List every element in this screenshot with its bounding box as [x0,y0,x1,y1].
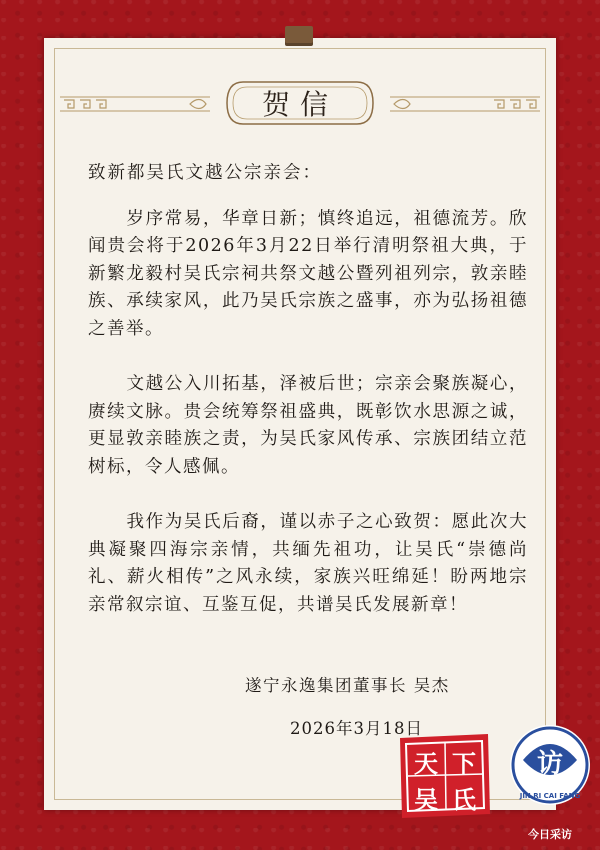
seal-shape [396,732,492,820]
seal-char: 下 [452,750,476,778]
red-seal-stamp [396,732,492,820]
letter-date: 2026年3月18日 [290,719,423,738]
letter-greeting: 致新都吴氏文越公宗亲会： [88,163,322,183]
logo-emblem [505,720,595,820]
binder-clip [285,26,313,46]
letter-paragraph-3: 我作为吴氏后裔，谨以赤子之心致贺：愿此次大典凝聚四海宗亲情，共缅先祖功，让吴氏“崇德尚礼、薪火相传”之风永续，家族兴旺绵延！盼两地宗亲常叙宗谊、互鉴互促，共谱吴氏发展新章！ [88,512,528,615]
letter-title: 贺信 [261,88,338,121]
letter-signature: 遂宁永逸集团董事长 吴杰 [245,676,450,695]
logo-ring-text: JIN RI CAI FANG [519,792,581,800]
fret-ornament-right [390,95,540,113]
letter-paragraph-2: 文越公入川拓基，泽被后世；宗亲会聚族凝心，赓续文脉。贵会统筹祭祖盛典，既彰饮水思源之诚，更显敦亲睦族之责，为吴氏家风传承、宗族团结立范树标，令人感佩。 [88,374,528,477]
logo-caption: 今日采访 [528,828,572,841]
title-cartouche [223,78,377,128]
fret-ornament-left [60,95,210,113]
logo-glyph: 访 [536,749,564,779]
seal-char: 天 [414,750,438,778]
media-logo [505,720,595,838]
seal-char: 吴 [414,786,438,814]
letter-paragraph-1: 岁序常易，华章日新；慎终追远，祖德流芳。欣闻贵会将于2026年3月22日举行清明祭祖大典，于新繁龙毅村吴氏宗祠共祭文越公暨列祖列宗，敦亲睦族、承续家风，此乃吴氏宗族之盛事，亦为弘扬祖德之善举。 [88,208,528,339]
seal-char: 氏 [452,786,476,814]
letter-body [88,160,528,647]
